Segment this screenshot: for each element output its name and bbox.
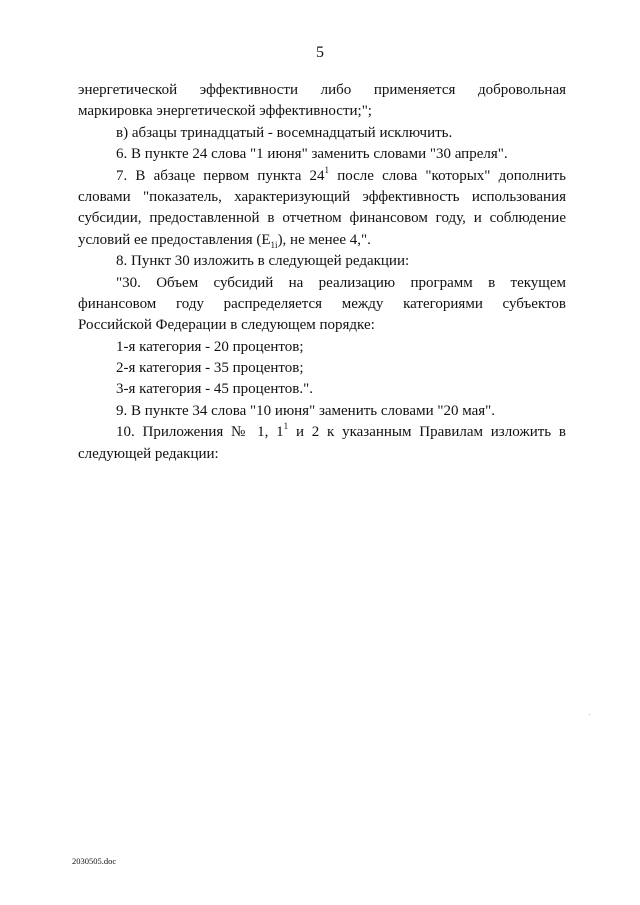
text-line: финансовом году распределяется между категориями субъектов — [78, 295, 566, 312]
text-line — [78, 422, 566, 443]
document-body — [78, 80, 566, 465]
text-line: 8. Пункт 30 изложить в следующей редакции: — [116, 253, 410, 270]
text-fragment: после слова "которых" дополнить — [329, 167, 566, 184]
text-fragment: и 2 к указанным Правилам изложить в — [288, 424, 566, 441]
list-item: 3-я категория - 45 процентов.". — [116, 381, 313, 398]
text-line: следующей редакции: — [78, 445, 219, 462]
text-line: маркировка энергетической эффективности;"; — [78, 103, 372, 120]
text-fragment: ), не менее 4,". — [277, 231, 371, 248]
subscript-mark: 1i — [270, 239, 278, 250]
text-line: "30. Объем субсидий на реализацию программ в текущем — [116, 274, 566, 291]
text-fragment: 7. В абзаце первом пункта 24 — [116, 167, 325, 184]
text-fragment: 10. Приложения № 1, 1 — [116, 424, 284, 441]
scan-speck — [589, 714, 590, 715]
text-line: в) абзацы тринадцатый - восемнадцатый исключить. — [116, 124, 453, 141]
file-name-footer: 2030505.doc — [72, 856, 117, 866]
list-item: 2-я категория - 35 процентов; — [116, 360, 304, 377]
text-fragment: условий ее предоставления (E — [78, 231, 271, 248]
superscript-mark: 1 — [283, 421, 289, 432]
list-item: 1-я категория - 20 процентов; — [116, 338, 304, 355]
text-line: словами "показатель, характеризующий эффективность использования — [78, 188, 566, 205]
superscript-mark: 1 — [324, 164, 330, 175]
text-line: 6. В пункте 24 слова "1 июня" заменить словами "30 апреля". — [116, 146, 508, 163]
text-line: Российской Федерации в следующем порядке: — [78, 317, 375, 334]
page-number: 5 — [316, 44, 324, 61]
text-line: субсидии, предоставленной в отчетном финансовом году, и соблюдение — [78, 210, 566, 227]
text-line: энергетической эффективности либо применяется добровольная — [78, 82, 566, 98]
text-line — [78, 230, 566, 251]
text-line: 9. В пункте 34 слова "10 июня" заменить словами "20 мая". — [116, 402, 496, 419]
text-line — [78, 166, 566, 187]
